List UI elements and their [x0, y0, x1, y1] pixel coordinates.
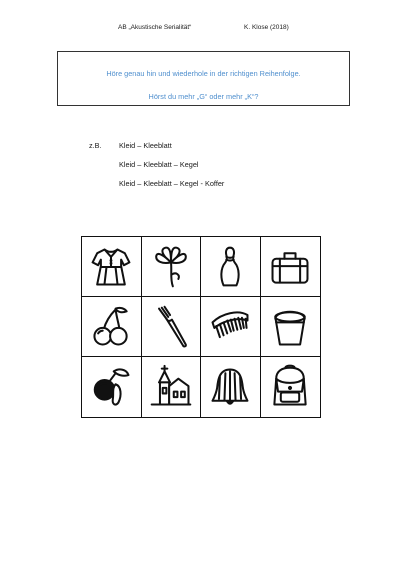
grid-cell-fork [142, 297, 202, 357]
dress-icon [88, 244, 134, 290]
grid-cell-bucket [261, 297, 321, 357]
grid-cell-grape-cluster [82, 357, 142, 417]
grid-cell-dress [82, 237, 142, 297]
grid-cell-comb [201, 297, 261, 357]
grape-cluster-icon [88, 364, 134, 410]
grid-cell-cloverleaf [142, 237, 202, 297]
bucket-icon [267, 304, 313, 350]
grid-cell-church [142, 357, 202, 417]
backpack-icon [267, 364, 313, 410]
example-line-1: Kleid – Kleeblatt [119, 141, 172, 150]
cherries-icon [88, 304, 134, 350]
instruction-line-2: Hörst du mehr „G“ oder mehr „K“? [148, 92, 259, 101]
suitcase-icon [267, 244, 313, 290]
example-line-2: Kleid – Kleeblatt – Kegel [119, 160, 199, 169]
page-header [0, 24, 400, 36]
comb-icon [207, 304, 253, 350]
instruction-line-1: Höre genau hin und wiederhole in der richtigen Reihenfolge. [106, 69, 301, 78]
bowling-pin-icon [207, 244, 253, 290]
fork-icon [148, 304, 194, 350]
picture-grid [81, 236, 321, 418]
example-prefix: z.B. [89, 141, 102, 150]
grid-cell-bell [201, 357, 261, 417]
grid-cell-backpack [261, 357, 321, 417]
example-line-3: Kleid – Kleeblatt – Kegel - Koffer [119, 179, 225, 188]
cloverleaf-icon [148, 244, 194, 290]
instruction-box [57, 51, 350, 106]
bell-icon [207, 364, 253, 410]
church-icon [148, 364, 194, 410]
author-credit: K. Klose (2018) [244, 24, 289, 31]
grid-cell-cherries [82, 297, 142, 357]
grid-cell-bowling-pin [201, 237, 261, 297]
worksheet-title: AB „Akustische Serialität“ [118, 24, 192, 31]
grid-cell-suitcase [261, 237, 321, 297]
